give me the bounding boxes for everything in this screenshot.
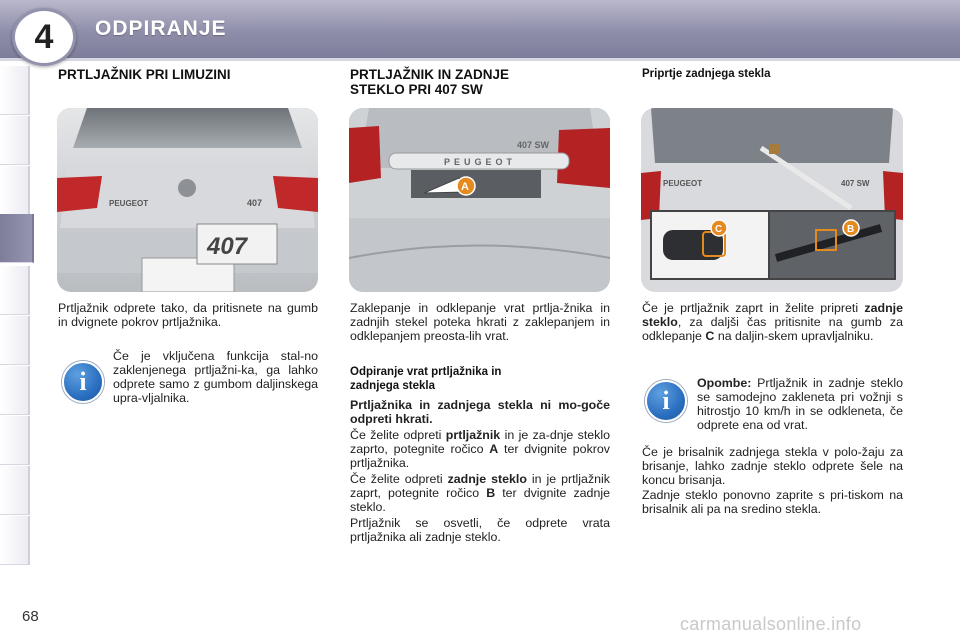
sw-plate-text: PEUGEOT [444,157,517,167]
text-run: ter dvignite zadnje steklo. [350,486,610,514]
watermark: carmanualsonline.info [680,614,862,634]
subheading-opening-line2: zadnjega stekla [350,380,436,392]
info-icon: i [645,380,687,422]
sedan-trunk-photo [57,108,318,292]
rear-window-photo [641,108,903,292]
bold-warning-note: Prtljažnika in zadnjega stekla ni mo-goče odpreti hkrati. [350,398,610,426]
sedan-paragraph: Prtljažnik odprete tako, da pritisnete na gumb in dvignete pokrov prtljažnika. [58,301,318,329]
info-icon: i [62,361,104,403]
text-run-bold: zadnje steklo [642,301,903,329]
notes-paragraph [697,376,903,432]
light-paragraph: Prtljažnik se osvetli, če odprete vrata prtljažnika ali zadnje steklo. [350,516,610,544]
text-run-bold: zadnje steklo [447,472,527,486]
wiper-paragraph: Če je brisalnik zadnjega stekla v polo-žaju za brisanje, lahko zadnje steklo odprete šele na koncu brisanja. [642,445,903,487]
section-title-rear-window: Priprtje zadnjega stekla [642,68,771,80]
notes-label: Opombe: [697,376,752,390]
text-run: in je za-dnje steklo zaprto, potegnite ročico [350,428,610,456]
text-run: na daljin-skem upravljalniku. [717,329,874,343]
wiper-photo-badge-right: 407 SW [841,179,870,188]
wiper-photo-badge-left: PEUGEOT [663,179,703,188]
side-tab[interactable] [0,116,30,165]
side-tab-active[interactable] [0,214,34,263]
text-run: , za daljši čas pritisnite na gumb za odklepanje [642,315,903,343]
notes-text: Prtljažnik in zadnje steklo se samodejno zakleneta pri vožnji s hitrostjo 10 km/h in se odkleneta, če odprete ena od vrat. [697,376,903,432]
chapter-number: 4 [34,17,54,56]
chapter-title: ODPIRANJE [95,17,227,40]
sedan-badge-left: PEUGEOT [109,199,149,208]
page-number: 68 [22,608,39,625]
section-title-sedan: PRTLJAŽNIK PRI LIMUZINI [58,67,231,82]
label-a: A [461,181,469,193]
side-tab[interactable] [0,366,30,415]
text-run: Če je prtljažnik zaprt in želite pripreti [642,301,859,315]
side-tab-strip [0,66,32,576]
sw-trunk-photo [349,108,610,292]
text-run: in je prtljažnik zaprt, potegnite ročico [350,472,610,500]
section-title-sw-line1: PRTLJAŽNIK IN ZADNJE [350,67,510,82]
sedan-rear-illustration [57,108,318,292]
side-tab[interactable] [0,516,30,565]
label-c: C [715,224,723,235]
label-b: B [847,224,855,235]
close-paragraph: Zadnje steklo ponovno zaprite s pri-tiskom na brisalnik ali pa na sredino stekla. [642,488,903,516]
glass-open-paragraph [350,472,610,514]
side-tab[interactable] [0,416,30,465]
side-tab[interactable] [0,66,30,115]
side-tab[interactable] [0,466,30,515]
sedan-inset-badge: 407 [207,233,248,260]
sw-model-badge: 407 SW [517,140,550,150]
text-run-bold: prtljažnik [445,428,501,442]
lever-label-b: B [486,486,496,500]
rear-window-paragraph [642,301,903,343]
lever-label-a: A [489,442,499,456]
text-run: ter dvignite pokrov prtljažnika. [350,442,610,470]
sedan-badge-right: 407 [247,198,263,208]
button-label-c: C [705,329,715,343]
sw-intro-paragraph: Zaklepanje in odklepanje vrat prtlja-žnika in zadnjih stekel poteka hkrati z zaklepanjem in odklepanjem preosta-lih vrat. [350,301,610,343]
section-title-sw-line2: STEKLO PRI 407 SW [350,82,483,97]
text-run: Če želite odpreti [350,428,442,442]
rear-window-illustration [641,108,903,292]
info-note-text: Če je vključena funkcija stal-no zaklenjenega prtljažni-ka, ga lahko odprete samo z gumbom daljinskega upra-vljalnika. [113,349,318,405]
subheading-opening-line1: Odpiranje vrat prtljažnika in [350,366,502,378]
text-run: Če želite odpreti [350,472,443,486]
side-tab[interactable] [0,266,30,315]
sw-rear-illustration [349,108,610,292]
trunk-open-paragraph [350,428,610,470]
chapter-number-badge [12,8,76,66]
side-tab[interactable] [0,316,30,365]
side-tab[interactable] [0,166,30,215]
